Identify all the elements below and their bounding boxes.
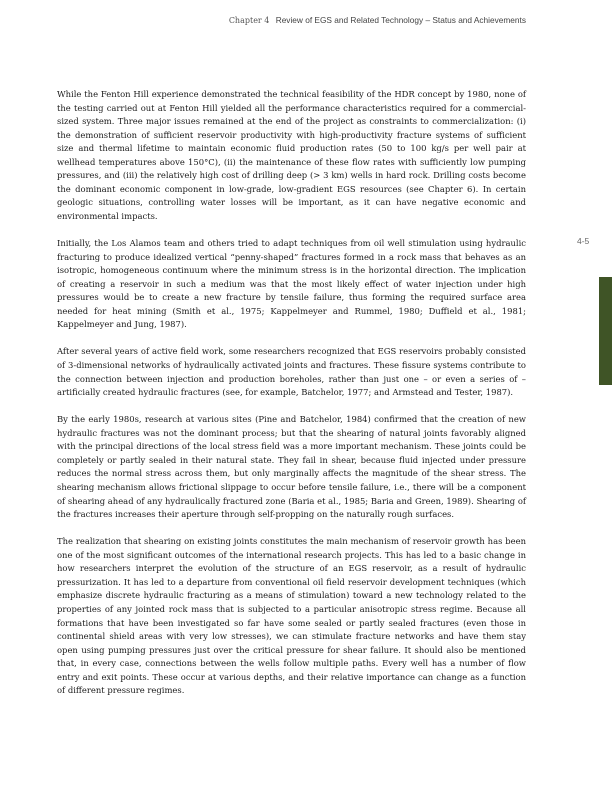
- body-text: [57, 88, 526, 711]
- paragraph: After several years of active field work, some researchers recognized that EGS reservoirs probably consisted of 3-dimensional networks of hydraulically activated joints and fractures. These fissure systems contribute to the connection between injection and production boreholes, rather than just one – or even a series of – artificially created hydraulic fractures (see, for example, Batchelor, 1977; and Armstead and Tester, 1987).: [57, 346, 526, 398]
- page-number: 4-5: [577, 236, 590, 246]
- paragraph: By the early 1980s, research at various sites (Pine and Batchelor, 1984) confirmed that the creation of new hydraulic fractures was not the dominant process; but that the shearing of natural joints favorably aligned with the principal directions of the local stress field was a more important mechanism. These joints could be completely or partly sealed in their natural state. They fail in shear, because fluid injected under pressure reduces the normal stress across them, but only marginally affects the magnitude of the shear stress. The shearing mechanism allows frictional slippage to occur before tensile failure, i.e., there will be a component of shearing ahead of any hydraulically fractured zone (Baria et al., 1985; Baria and Green, 1989). Shearing of the fractures increases their aperture through self-propping on the naturally rough surfaces.: [57, 414, 526, 520]
- paragraph: Initially, the Los Alamos team and others tried to adapt techniques from oil well stimulation using hydraulic fracturing to produce idealized vertical “penny-shaped” fractures formed in a rock mass that behaves as an isotropic, homogeneous continuum where the minimum stress is in the horizontal direction. The implication of creating a reservoir in such a medium was that the most likely effect of water injection under high pressures would be to create a new fracture by tensile failure, thus forming the required surface area needed for heat mining (Smith et al., 1975; Kappelmeyer and Rummel, 1980; Duffield et al., 1981; Kappelmeyer and Jung, 1987).: [57, 238, 526, 330]
- paragraph: The realization that shearing on existing joints constitutes the main mechanism of reservoir growth has been one of the most significant outcomes of the international research projects. This has led to a basic change in how researchers interpret the evolution of the structure of an EGS reservoir, as a result of hydraulic pressurization. It has led to a departure from conventional oil field reservoir development techniques (which emphasize discrete hydraulic fracturing as a means of stimulation) toward a new technology related to the properties of any jointed rock mass that is subjected to a particular anisotropic stress regime. Because all formations that have been investigated so far have some sealed or partly sealed fractures (even those in continental shield areas with very low stresses), we can stimulate fracture networks and have them stay open using pumping pressures just over the critical pressure for shear failure. It should also be mentioned that, in every case, connections between the wells follow multiple paths. Every well has a number of flow entry and exit points. These occur at various depths, and their relative importance can change as a function of different pressure regimes.: [57, 536, 526, 696]
- chapter-label: Chapter 4: [228, 16, 270, 25]
- chapter-side-tab: [599, 277, 612, 385]
- running-header: [229, 15, 526, 25]
- paragraph: While the Fenton Hill experience demonstrated the technical feasibility of the HDR concept by 1980, none of the testing carried out at Fenton Hill yielded all the performance characteristics required for a commercial-sized system. Three major issues remained at the end of the project as constraints to commercialization: (i) the demonstration of sufficient reservoir productivity with high-productivity fracture systems of sufficient size and thermal lifetime to maintain economic fluid production rates (50 to 100 kg/s per well pair at wellhead temperatures above 150°C), (ii) the maintenance of these flow rates with sufficiently low pumping pressures, and (iii) the relatively high cost of drilling deep (> 3 km) wells in hard rock. Drilling costs become the dominant economic component in low-grade, low-gradient EGS resources (see Chapter 6). In certain geologic situations, controlling water losses will be important, as it can have negative economic and environmental impacts.: [57, 89, 526, 221]
- section-title: Review of EGS and Related Technology – Status and Achievements: [275, 15, 526, 25]
